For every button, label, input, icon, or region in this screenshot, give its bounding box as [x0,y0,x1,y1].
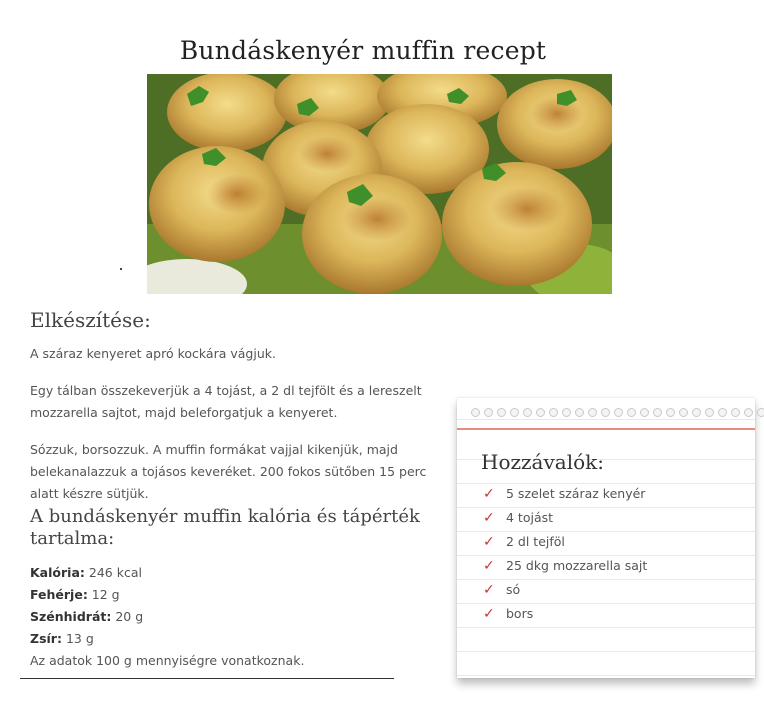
list-item: ✓ 25 dkg mozzarella sajt [483,554,647,578]
nutrition-row [30,606,304,628]
nutrition-label: Zsír: [30,631,62,646]
checkmark-icon: ✓ [483,582,495,598]
preparation-step-3: Sózzuk, borsozzuk. A muffin formákat vajjal kikenjük, majd belekanalazzuk a tojásos keveréket. 200 fokos sütőben 15 perc alatt készre sütjük. [30,442,427,501]
list-item: ✓ só [483,578,647,602]
nutrition-heading: A bundáskenyér muffin kalória és tápérték tartalma: [30,506,420,549]
preparation-step-1: A száraz kenyeret apró kockára vágjuk. [30,346,276,361]
preparation-heading: Elkészítése: [30,308,151,332]
checkmark-icon: ✓ [483,486,495,502]
nutrition-value: 20 g [115,609,144,624]
preparation-step-2: Egy tálban összekeverjük a 4 tojást, a 2 dl tejfölt és a lereszelt mozzarella sajtot, majd beleforgatjuk a kenyeret. [30,383,422,420]
nutrition-label: Fehérje: [30,587,88,602]
nutrition-row [30,628,304,650]
list-item: ✓ 2 dl tejföl [483,530,647,554]
nutrition-label: Kalória: [30,565,85,580]
nutrition-value: 13 g [65,631,94,646]
notebook-margin-line [457,428,755,430]
checkmark-icon: ✓ [483,534,495,550]
ingredients-heading: Hozzávalók: [481,450,604,474]
list-item: ✓ bors [483,602,647,626]
nutrition-list [30,562,304,672]
nutrition-value: 12 g [91,587,120,602]
list-item: ✓ 5 szelet száraz kenyér [483,482,647,506]
notebook-holes [471,408,764,418]
checkmark-icon: ✓ [483,606,495,622]
page-title: Bundáskenyér muffin recept [179,36,547,65]
divider [20,678,394,679]
checkmark-icon: ✓ [483,510,495,526]
ingredients-list [483,482,647,626]
checkmark-icon: ✓ [483,558,495,574]
stray-dot [120,268,122,270]
nutrition-row [30,562,304,584]
list-item: ✓ 4 tojást [483,506,647,530]
nutrition-row [30,584,304,606]
ingredients-card [457,398,755,678]
nutrition-note: Az adatok 100 g mennyiségre vonatkoznak. [30,653,305,668]
recipe-photo [147,74,612,294]
nutrition-value: 246 kcal [88,565,142,580]
nutrition-label: Szénhidrát: [30,609,112,624]
